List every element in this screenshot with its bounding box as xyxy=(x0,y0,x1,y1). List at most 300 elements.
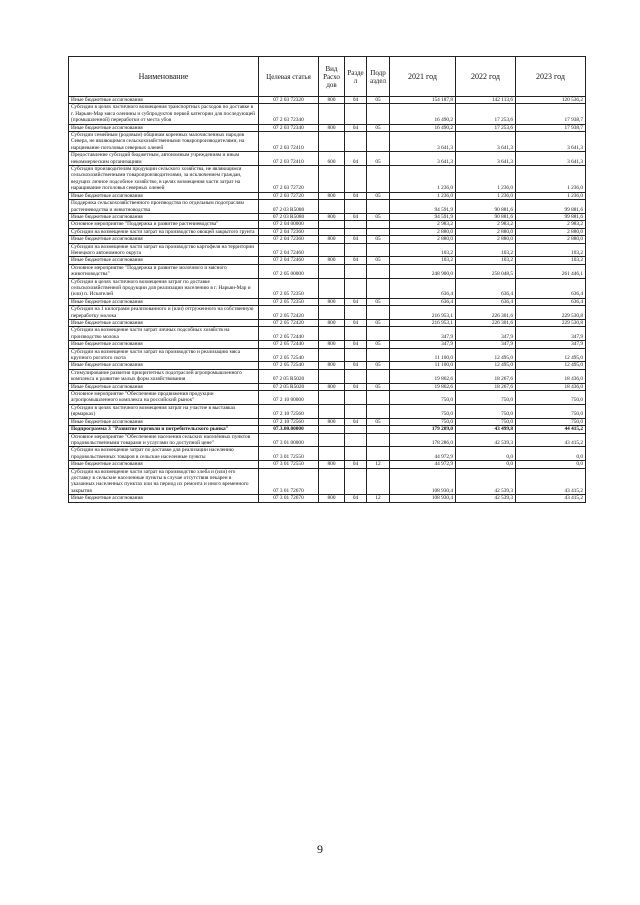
row-value-2022: 42 539,3 xyxy=(456,468,516,495)
row-section: 04 xyxy=(345,192,367,199)
row-value-2021: 16 490,2 xyxy=(390,104,456,124)
row-name: Субсидии на возмещение части затрат на производство и реализацию мяса крупного рогатого скота xyxy=(69,348,259,362)
row-section: 04 xyxy=(345,383,367,390)
row-name: Субсидии на возмещение части затрат на производство хлеба и (или) его доставку в сельские населенные пункты в случае отсутствия пекарен в указанных населенных пунктах или на период их ремонта и иного временного закрытия xyxy=(69,468,259,495)
row-value-2023: 12 495,0 xyxy=(516,362,586,369)
table-row xyxy=(69,298,586,305)
row-subsection: 05 xyxy=(367,362,390,369)
row-name: Поддержка сельскохозяйственного производства по отдельным подотраслям растениеводства и животноводства xyxy=(69,200,259,214)
row-target-article: 07 2 03 72410 xyxy=(259,132,319,152)
row-expense-type: 800 xyxy=(319,192,345,199)
row-value-2022: 12 495,0 xyxy=(456,362,516,369)
row-target-article: 07 2 03 72410 xyxy=(259,152,319,166)
row-subsection xyxy=(367,404,390,418)
row-value-2023: 17 938,7 xyxy=(516,124,586,131)
row-subsection xyxy=(367,264,390,278)
row-name: Субсидии на возмещение части затрат на производство овощей закрытого грунта xyxy=(69,228,259,235)
row-expense-type: 800 xyxy=(319,495,345,502)
row-subsection xyxy=(367,104,390,124)
row-section xyxy=(345,404,367,418)
row-name: Стимулирование развития приоритетных подотраслей агропромышленного комплекса и развитие малых форм хозяйствования xyxy=(69,369,259,383)
row-subsection: 05 xyxy=(367,383,390,390)
row-value-2022: 750,0 xyxy=(456,404,516,418)
table-row xyxy=(69,243,586,257)
row-value-2022: 90 881,6 xyxy=(456,213,516,220)
header-target-article: Целевая статья xyxy=(259,57,319,97)
row-target-article: 07 2 03 72340 xyxy=(259,124,319,131)
table-body xyxy=(69,97,586,503)
row-subsection: 05 xyxy=(367,213,390,220)
row-target-article: 07 2 05 72540 xyxy=(259,362,319,369)
row-value-2022: 750,0 xyxy=(456,391,516,405)
row-value-2022: 347,9 xyxy=(456,327,516,341)
table-row xyxy=(69,461,586,468)
row-value-2023: 347,9 xyxy=(516,341,586,348)
row-section xyxy=(345,278,367,298)
row-section: 04 xyxy=(345,236,367,243)
row-section: 04 xyxy=(345,341,367,348)
row-value-2022: 636,4 xyxy=(456,278,516,298)
row-value-2023: 0,0 xyxy=(516,461,586,468)
row-value-2023: 261 446,1 xyxy=(516,264,586,278)
row-section xyxy=(345,132,367,152)
row-expense-type xyxy=(319,426,345,433)
row-section xyxy=(345,166,367,193)
table-row xyxy=(69,306,586,320)
row-target-article: 07 3 01 72550 xyxy=(259,447,319,461)
row-subsection xyxy=(367,348,390,362)
row-value-2022: 2 880,0 xyxy=(456,236,516,243)
row-expense-type xyxy=(319,132,345,152)
row-value-2022: 12 495,0 xyxy=(456,348,516,362)
row-value-2023: 229 530,8 xyxy=(516,320,586,327)
row-value-2022: 258 048,5 xyxy=(456,264,516,278)
row-value-2023: 43 415,2 xyxy=(516,468,586,495)
row-target-article: 07 2 04 72460 xyxy=(259,243,319,257)
row-subsection xyxy=(367,221,390,228)
row-value-2021: 179 209,0 xyxy=(390,426,456,433)
row-section xyxy=(345,327,367,341)
row-expense-type: 800 xyxy=(319,362,345,369)
row-value-2022: 1 236,0 xyxy=(456,166,516,193)
row-value-2023: 120 536,2 xyxy=(516,97,586,104)
budget-document xyxy=(68,56,585,503)
row-value-2023: 2 983,2 xyxy=(516,221,586,228)
row-value-2022: 2 880,0 xyxy=(456,228,516,235)
row-target-article: 07 2 03 72720 xyxy=(259,192,319,199)
row-target-article: 07 2 05 72350 xyxy=(259,298,319,305)
table-row xyxy=(69,383,586,390)
row-value-2022: 18 267,6 xyxy=(456,383,516,390)
table-row xyxy=(69,200,586,214)
row-value-2023: 43 415,2 xyxy=(516,433,586,447)
row-section: 04 xyxy=(345,152,367,166)
row-value-2021: 216 953,1 xyxy=(390,306,456,320)
row-value-2022: 43 499,8 xyxy=(456,426,516,433)
row-name: Иные бюджетные ассигнования xyxy=(69,213,259,220)
row-expense-type: 800 xyxy=(319,124,345,131)
row-section xyxy=(345,433,367,447)
row-target-article: 07 2 04 00000 xyxy=(259,221,319,228)
row-target-article: 07 3 01 72670 xyxy=(259,468,319,495)
row-subsection: 05 xyxy=(367,97,390,104)
row-name: Иные бюджетные ассигнования xyxy=(69,418,259,425)
row-target-article: 07 2 05 R5020 xyxy=(259,369,319,383)
row-value-2023: 44 415,2 xyxy=(516,426,586,433)
row-section xyxy=(345,426,367,433)
row-value-2021: 16 490,2 xyxy=(390,124,456,131)
row-target-article: 07 2 04 72360 xyxy=(259,236,319,243)
row-expense-type xyxy=(319,447,345,461)
row-target-article: 07 2 03 72720 xyxy=(259,166,319,193)
row-value-2023: 636,4 xyxy=(516,298,586,305)
row-value-2021: 103,2 xyxy=(390,257,456,264)
row-name: Иные бюджетные ассигнования xyxy=(69,320,259,327)
row-target-article: 07 2 10 72560 xyxy=(259,404,319,418)
row-section xyxy=(345,391,367,405)
row-value-2022: 42 539,3 xyxy=(456,495,516,502)
table-row xyxy=(69,418,586,425)
header-name: Наименование xyxy=(69,57,259,97)
row-section: 04 xyxy=(345,362,367,369)
row-subsection xyxy=(367,433,390,447)
row-name: Основное мероприятие "Поддержка и развитие молочного и мясного животноводства" xyxy=(69,264,259,278)
table-row xyxy=(69,221,586,228)
row-section xyxy=(345,200,367,214)
row-subsection xyxy=(367,369,390,383)
table-row xyxy=(69,404,586,418)
row-name: Субсидии на возмещение затрат по доставке для реализации населению продовольственных товаров в сельские населенные пункты xyxy=(69,447,259,461)
row-name: Иные бюджетные ассигнования xyxy=(69,341,259,348)
row-value-2022: 17 253,6 xyxy=(456,124,516,131)
row-value-2021: 750,0 xyxy=(390,391,456,405)
row-expense-type xyxy=(319,243,345,257)
row-value-2022: 226 301,6 xyxy=(456,306,516,320)
row-section: 04 xyxy=(345,495,367,502)
row-value-2021: 1 236,0 xyxy=(390,192,456,199)
row-expense-type xyxy=(319,166,345,193)
row-expense-type: 800 xyxy=(319,213,345,220)
row-name: Иные бюджетные ассигнования xyxy=(69,362,259,369)
row-value-2021: 636,4 xyxy=(390,298,456,305)
table-row xyxy=(69,362,586,369)
row-value-2023: 103,2 xyxy=(516,257,586,264)
row-name: Иные бюджетные ассигнования xyxy=(69,257,259,264)
row-value-2021: 94 591,9 xyxy=(390,213,456,220)
row-value-2021: 11 100,0 xyxy=(390,348,456,362)
row-value-2023: 750,0 xyxy=(516,404,586,418)
row-target-article: 07 2 05 72420 xyxy=(259,320,319,327)
row-target-article: 07.3.00.00000 xyxy=(259,426,319,433)
row-subsection: 05 xyxy=(367,320,390,327)
table-row xyxy=(69,213,586,220)
row-value-2021: 19 862,6 xyxy=(390,383,456,390)
row-expense-type xyxy=(319,278,345,298)
row-subsection xyxy=(367,278,390,298)
row-section xyxy=(345,243,367,257)
table-row xyxy=(69,468,586,495)
row-name: Субсидии в целях частичного возмещения транспортных расходов по доставке в г. Нарьян-Мар мяса оленины и субпродуктов первой категории для последующей (промышленной) переработки от места убоя xyxy=(69,104,259,124)
row-name: Субсидии производителям продукции сельского хозяйства, не являющимся сельскохозяйственными товаропроизводителями, за исключением граждан, ведущих личное подсобное хозяйство, в целях возмещения части затрат на наращивание поголовья северных оленей xyxy=(69,166,259,193)
row-subsection xyxy=(367,132,390,152)
row-value-2021: 347,9 xyxy=(390,341,456,348)
row-subsection xyxy=(367,228,390,235)
row-target-article: 07 2 10 00000 xyxy=(259,391,319,405)
row-value-2021: 750,0 xyxy=(390,418,456,425)
row-section: 04 xyxy=(345,124,367,131)
row-section xyxy=(345,348,367,362)
row-expense-type xyxy=(319,200,345,214)
row-expense-type: 800 xyxy=(319,298,345,305)
row-section xyxy=(345,228,367,235)
row-value-2023: 636,4 xyxy=(516,278,586,298)
table-row xyxy=(69,132,586,152)
row-section: 04 xyxy=(345,213,367,220)
row-expense-type: 800 xyxy=(319,257,345,264)
row-target-article: 07 2 04 72360 xyxy=(259,228,319,235)
row-target-article: 07 3 01 72670 xyxy=(259,495,319,502)
row-value-2022: 0,0 xyxy=(456,447,516,461)
row-subsection: 05 xyxy=(367,341,390,348)
row-section: 04 xyxy=(345,461,367,468)
row-value-2021: 94 591,9 xyxy=(390,200,456,214)
header-year-2022: 2022 год xyxy=(456,57,516,97)
row-target-article: 07 2 03 R5080 xyxy=(259,213,319,220)
table-row xyxy=(69,124,586,131)
row-target-article: 07 2 03 72320 xyxy=(259,97,319,104)
row-value-2023: 1 236,0 xyxy=(516,192,586,199)
row-name: Иные бюджетные ассигнования xyxy=(69,383,259,390)
row-value-2022: 17 253,6 xyxy=(456,104,516,124)
row-value-2022: 3 641,3 xyxy=(456,152,516,166)
table-row xyxy=(69,426,586,433)
row-expense-type xyxy=(319,221,345,228)
row-value-2021: 178 286,0 xyxy=(390,433,456,447)
row-value-2022: 142 113,6 xyxy=(456,97,516,104)
row-section xyxy=(345,221,367,228)
row-target-article: 07 2 05 72350 xyxy=(259,278,319,298)
row-expense-type: 800 xyxy=(319,383,345,390)
row-target-article: 07 2 04 72460 xyxy=(259,257,319,264)
row-value-2022: 226 301,6 xyxy=(456,320,516,327)
row-value-2022: 636,4 xyxy=(456,298,516,305)
row-name: Основное мероприятие "Поддержка и развитие растениеводства" xyxy=(69,221,259,228)
row-section xyxy=(345,369,367,383)
table-row xyxy=(69,278,586,298)
table-row xyxy=(69,348,586,362)
row-name: Субсидии в целях частичного возмещения затрат на участие в выставках (ярмарках) xyxy=(69,404,259,418)
row-target-article: 07 2 05 72440 xyxy=(259,341,319,348)
row-target-article: 07 2 05 R5020 xyxy=(259,383,319,390)
row-value-2021: 636,4 xyxy=(390,278,456,298)
row-value-2022: 18 267,6 xyxy=(456,369,516,383)
row-section xyxy=(345,447,367,461)
row-name: Подпрограмма 3 "Развитие торговли и потребительского рынка" xyxy=(69,426,259,433)
header-subsection: Подр аздел xyxy=(367,57,390,97)
header-section: Разде л xyxy=(345,57,367,97)
row-value-2023: 18 436,0 xyxy=(516,383,586,390)
row-subsection: 05 xyxy=(367,152,390,166)
row-name: Иные бюджетные ассигнования xyxy=(69,97,259,104)
row-expense-type xyxy=(319,306,345,320)
row-value-2022: 1 236,0 xyxy=(456,192,516,199)
row-subsection: 12 xyxy=(367,461,390,468)
row-section: 04 xyxy=(345,418,367,425)
row-target-article: 07 3 01 00000 xyxy=(259,433,319,447)
row-subsection xyxy=(367,426,390,433)
row-value-2022: 2 983,2 xyxy=(456,221,516,228)
row-value-2022: 3 641,3 xyxy=(456,132,516,152)
row-value-2023: 3 641,3 xyxy=(516,132,586,152)
row-section: 04 xyxy=(345,320,367,327)
row-name: Субсидии на возмещение части затрат на производство картофеля на территории Ненецкого автономного округа xyxy=(69,243,259,257)
row-value-2023: 12 495,0 xyxy=(516,348,586,362)
row-target-article: 07 2 05 72420 xyxy=(259,306,319,320)
row-section xyxy=(345,264,367,278)
table-row xyxy=(69,97,586,104)
row-value-2022: 103,2 xyxy=(456,257,516,264)
row-name: Иные бюджетные ассигнования xyxy=(69,495,259,502)
row-section xyxy=(345,306,367,320)
table-row xyxy=(69,341,586,348)
row-subsection: 05 xyxy=(367,418,390,425)
row-value-2021: 154 187,8 xyxy=(390,97,456,104)
row-expense-type: 800 xyxy=(319,97,345,104)
row-expense-type: 800 xyxy=(319,320,345,327)
row-value-2021: 44 972,9 xyxy=(390,461,456,468)
row-expense-type: 800 xyxy=(319,341,345,348)
header-expense-type: Вид Расхо дов xyxy=(319,57,345,97)
row-section: 04 xyxy=(345,97,367,104)
table-row xyxy=(69,447,586,461)
row-value-2023: 43 415,2 xyxy=(516,495,586,502)
row-subsection: 12 xyxy=(367,495,390,502)
row-value-2021: 750,0 xyxy=(390,404,456,418)
table-row xyxy=(69,320,586,327)
row-value-2022: 42 539,3 xyxy=(456,433,516,447)
row-value-2021: 103,2 xyxy=(390,243,456,257)
row-section: 04 xyxy=(345,257,367,264)
row-subsection xyxy=(367,391,390,405)
table-row xyxy=(69,391,586,405)
row-target-article: 07 2 03 72340 xyxy=(259,104,319,124)
table-row xyxy=(69,166,586,193)
row-value-2021: 108 930,4 xyxy=(390,468,456,495)
row-expense-type: 800 xyxy=(319,418,345,425)
table-row xyxy=(69,433,586,447)
row-subsection xyxy=(367,243,390,257)
row-expense-type xyxy=(319,404,345,418)
row-expense-type xyxy=(319,468,345,495)
row-name: Субсидии семейным (родовым) общинам коренных малочисленных народов Севера, не являющимся сельскохозяйственными товаропроизводителями, на нарциевание поголовья северных оленей xyxy=(69,132,259,152)
row-value-2021: 11 100,0 xyxy=(390,362,456,369)
row-value-2021: 248 900,0 xyxy=(390,264,456,278)
row-value-2021: 44 972,9 xyxy=(390,447,456,461)
budget-table xyxy=(68,56,586,503)
table-row xyxy=(69,257,586,264)
row-expense-type: 800 xyxy=(319,461,345,468)
row-value-2022: 90 881,6 xyxy=(456,200,516,214)
row-target-article: 07 2 05 00000 xyxy=(259,264,319,278)
table-row xyxy=(69,264,586,278)
row-subsection: 05 xyxy=(367,192,390,199)
row-subsection: 05 xyxy=(367,124,390,131)
row-value-2023: 0,0 xyxy=(516,447,586,461)
row-value-2023: 229 530,8 xyxy=(516,306,586,320)
row-section: 04 xyxy=(345,298,367,305)
row-value-2021: 19 862,6 xyxy=(390,369,456,383)
row-target-article: 07 2 10 72560 xyxy=(259,418,319,425)
row-value-2021: 2 880,0 xyxy=(390,228,456,235)
row-value-2023: 347,9 xyxy=(516,327,586,341)
row-value-2021: 3 641,3 xyxy=(390,152,456,166)
row-expense-type xyxy=(319,391,345,405)
row-expense-type: 800 xyxy=(319,236,345,243)
row-name: Иные бюджетные ассигнования xyxy=(69,192,259,199)
row-value-2023: 103,2 xyxy=(516,243,586,257)
row-value-2023: 750,0 xyxy=(516,418,586,425)
row-value-2023: 2 880,0 xyxy=(516,228,586,235)
row-expense-type xyxy=(319,369,345,383)
row-name: Основное мероприятие "Обеспечение населения сельских населённых пунктов продовольственными товарами и услугами по доступной цене" xyxy=(69,433,259,447)
row-subsection: 05 xyxy=(367,298,390,305)
row-value-2021: 2 880,0 xyxy=(390,236,456,243)
row-value-2021: 3 641,3 xyxy=(390,132,456,152)
row-section xyxy=(345,468,367,495)
row-expense-type: 600 xyxy=(319,152,345,166)
page-number: 9 xyxy=(317,842,323,856)
row-name: Субсидии на 1 килограмм реализованного и (или) отгруженного на собственную переработку молока xyxy=(69,306,259,320)
row-value-2023: 99 881,6 xyxy=(516,200,586,214)
row-subsection xyxy=(367,447,390,461)
row-value-2023: 17 938,7 xyxy=(516,104,586,124)
row-expense-type xyxy=(319,228,345,235)
table-row xyxy=(69,369,586,383)
row-target-article: 07 3 01 72550 xyxy=(259,461,319,468)
row-target-article: 07 2 03 R5080 xyxy=(259,200,319,214)
header-year-2023: 2023 год xyxy=(516,57,586,97)
row-subsection xyxy=(367,468,390,495)
row-section xyxy=(345,104,367,124)
row-target-article: 07 2 05 72540 xyxy=(259,348,319,362)
row-value-2021: 2 983,2 xyxy=(390,221,456,228)
row-value-2022: 103,2 xyxy=(456,243,516,257)
table-row xyxy=(69,228,586,235)
row-subsection: 05 xyxy=(367,236,390,243)
table-row xyxy=(69,104,586,124)
table-row xyxy=(69,152,586,166)
row-value-2023: 18 436,0 xyxy=(516,369,586,383)
row-name: Иные бюджетные ассигнования xyxy=(69,236,259,243)
row-value-2021: 216 953,1 xyxy=(390,320,456,327)
row-value-2023: 2 880,0 xyxy=(516,236,586,243)
row-subsection: 05 xyxy=(367,257,390,264)
row-value-2023: 99 881,6 xyxy=(516,213,586,220)
row-name: Основное мероприятие "Обеспечение продвижения продукции агропромышленного комплекса на российский рынок" xyxy=(69,391,259,405)
row-subsection xyxy=(367,200,390,214)
row-value-2021: 108 930,4 xyxy=(390,495,456,502)
table-row xyxy=(69,236,586,243)
table-header-row xyxy=(69,57,586,97)
row-name: Предоставление субсидий бюджетным, автономным учреждениям и иным некоммерческим организациям xyxy=(69,152,259,166)
row-value-2021: 347,9 xyxy=(390,327,456,341)
table-row xyxy=(69,327,586,341)
row-value-2022: 347,9 xyxy=(456,341,516,348)
row-name: Иные бюджетные ассигнования xyxy=(69,124,259,131)
row-value-2023: 3 641,3 xyxy=(516,152,586,166)
row-subsection xyxy=(367,327,390,341)
row-name: Иные бюджетные ассигнования xyxy=(69,298,259,305)
